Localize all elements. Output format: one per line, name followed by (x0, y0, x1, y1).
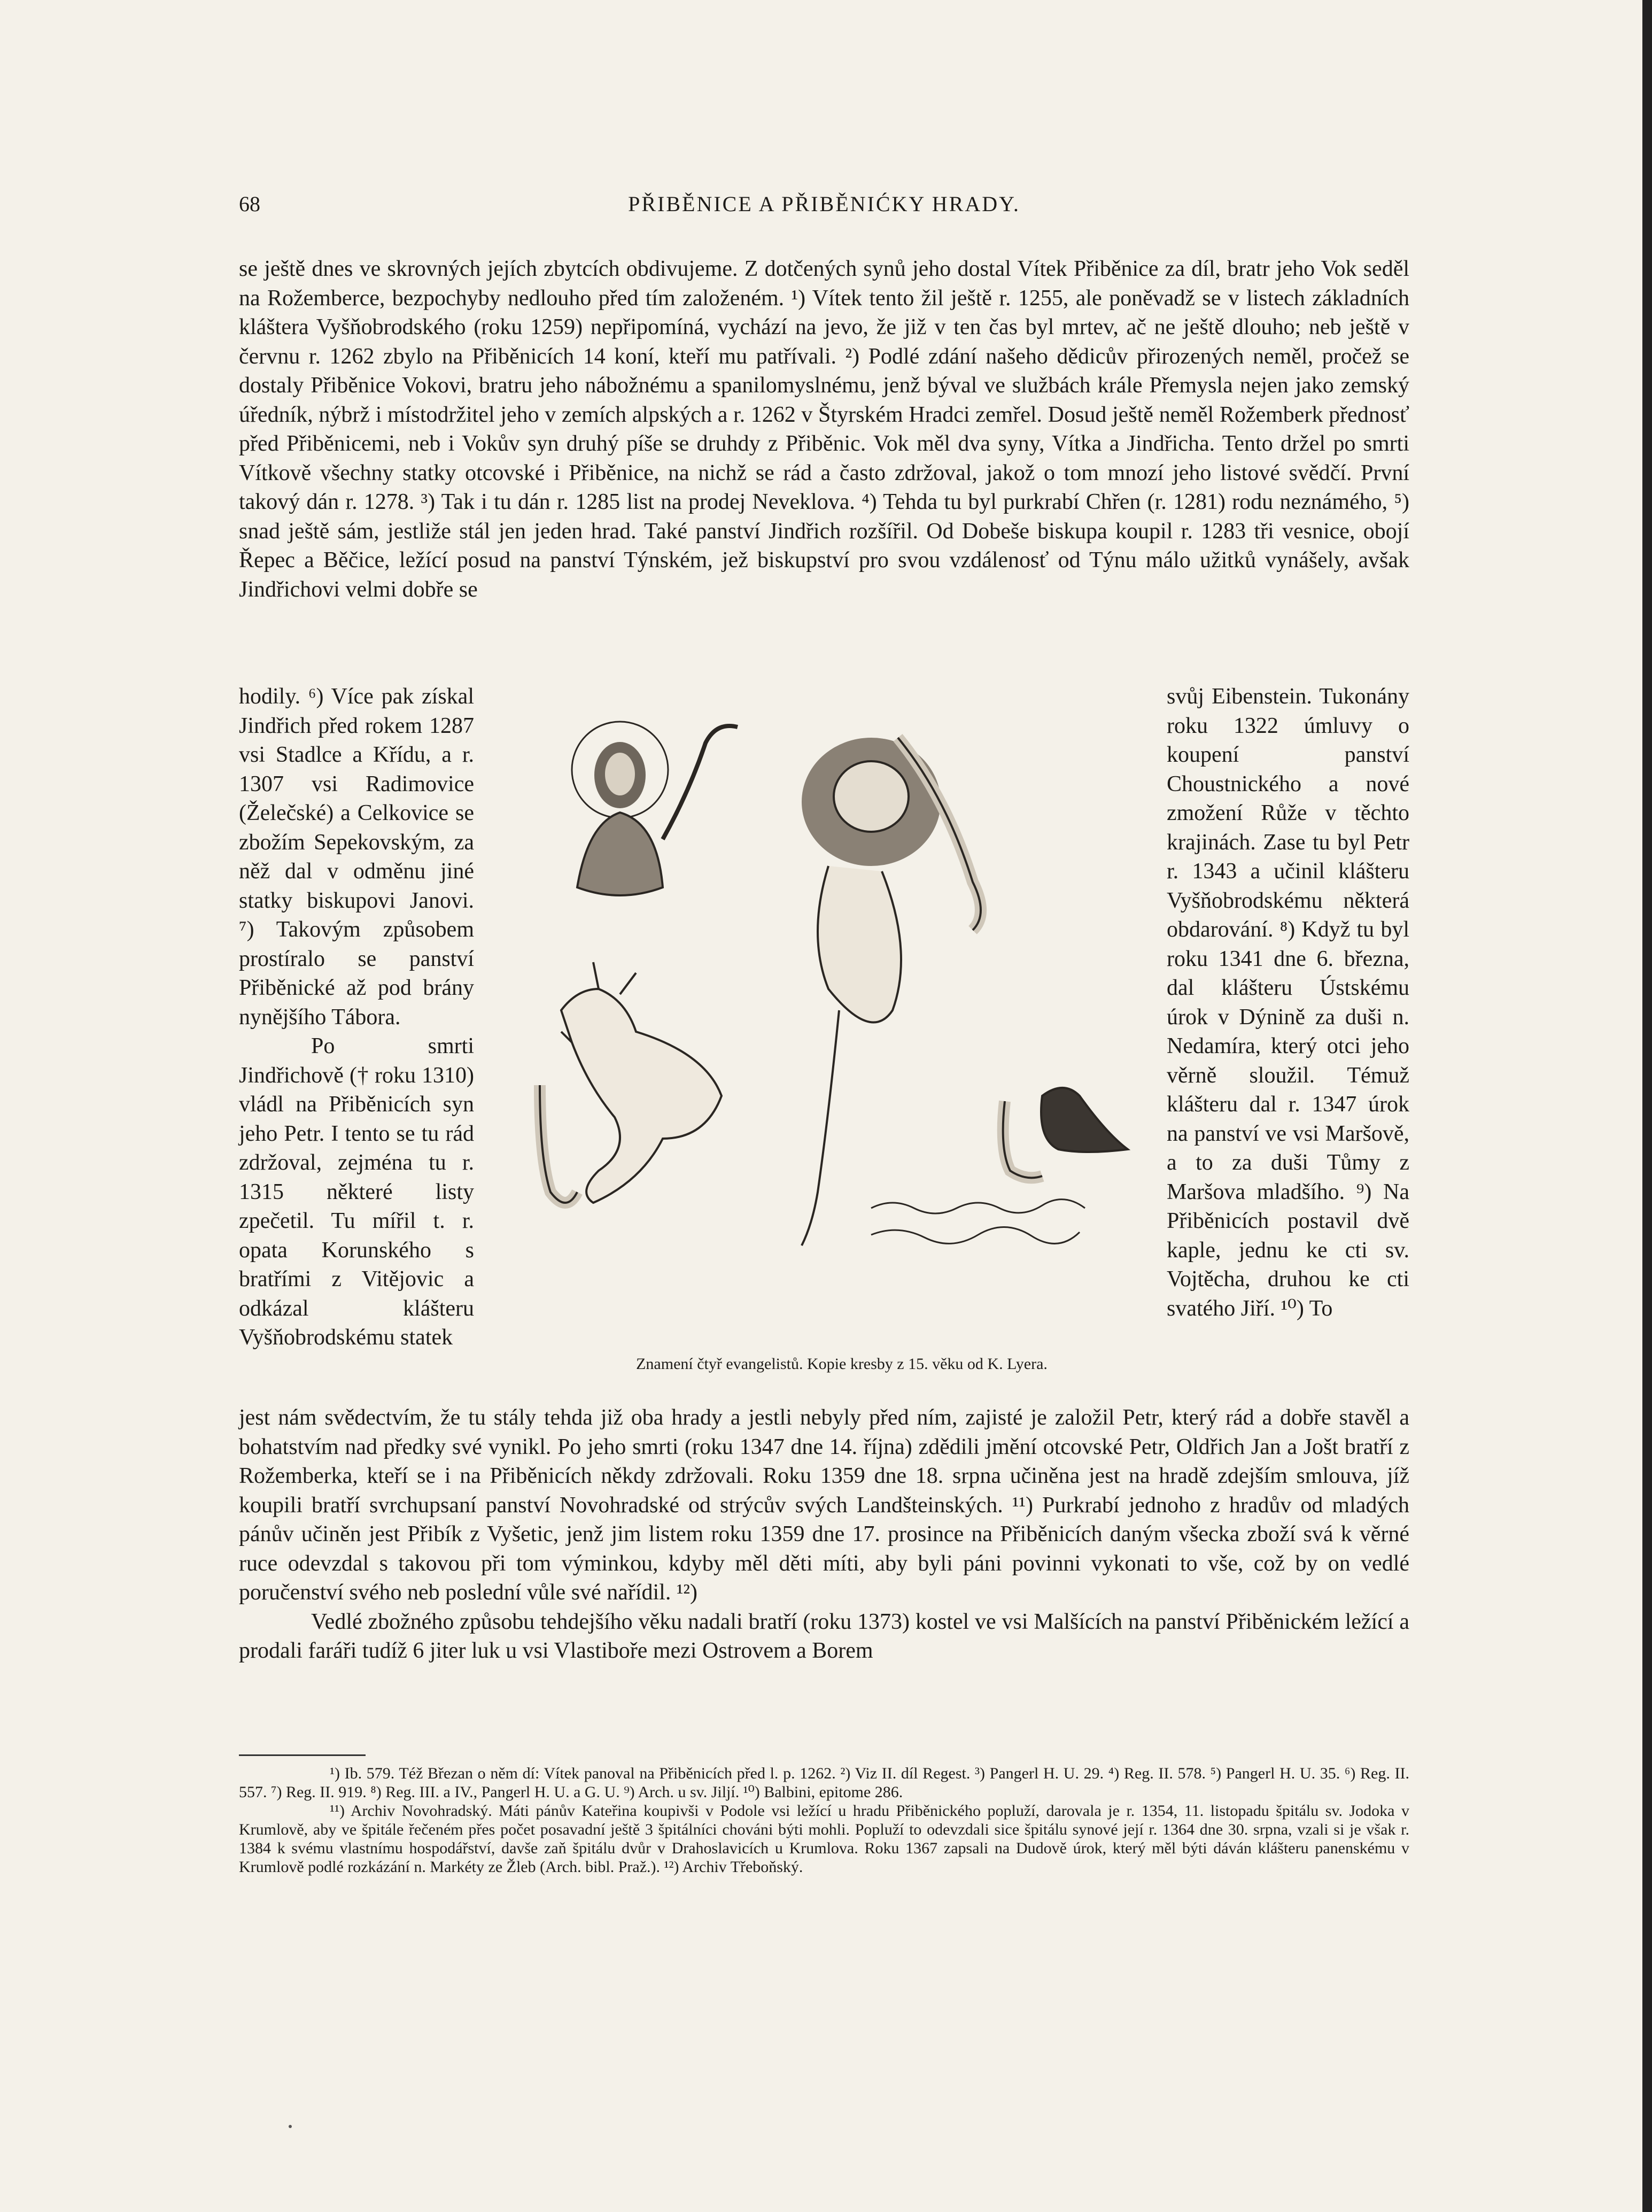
page-edge (1642, 0, 1652, 2212)
footnotes (239, 1764, 1409, 1876)
top-paragraph-block (239, 254, 1409, 604)
ox-figure (540, 962, 722, 1203)
right-column (1167, 682, 1409, 1323)
top-paragraph: se ještě dnes ve skrovných jejích zbytcích obdivujeme. Z dotčených synů jeho dostal Vítek Přiběnice za díl, bratr jeho Vok seděl na Rožemberce, bezpochyby nedlouho před tím založeném. ¹) Vítek tento žil ještě r. 1255, ale poněvadž se v listech základních kláštera Vyšňobrodského (roku 1259) nepřipomíná, vychází na jevo, že již v ten čas byl mrtev, ač ne ještě dlouho; neb ještě v červnu r. 1262 zbylo na Přiběnicích 14 koní, kteří mu patřívali. ²) Podlé zdání našeho dědicův přirozených neměl, pročež se dostaly Přiběnice Vokovi, bratru jeho nábožnému a spanilomyslnému, jenž býval ve službách krále Přemysla nejen jako zemský úředník, nýbrž i místodržitel jeho v zemích alpských a r. 1262 v Štyrském Hradci zemřel. Dosud ještě neměl Rožemberk přednosť před Přiběnicemi, neb i Vokův syn druhý píše se druhdy z Přiběnic. Vok měl dva syny, Vítka a Jindřicha. Tento držel po smrti Vítkově všechny statky otcovské i Přiběnice, na nichž se rád a často zdržoval, jakož o tom mnozí jeho listové svědčí. První takový dán r. 1278. ³) Tak i tu dán r. 1285 list na prodej Neveklova. ⁴) Tehda tu byl purkrabí Chřen (r. 1281) rodu neznámého, ⁵) snad ještě sám, jestliže stál jen jeden hrad. Také panství Jindřich rozšířil. Od Dobeše biskupa koupil r. 1283 tři vesnice, obojí Řepec a Běčice, ležící posud na panství Týnském, jež biskupství pro svou vzdálenosť od Týnu málo užitků vynášely, avšak Jindřichovi velmi dobře se (239, 257, 1409, 602)
page-speck (289, 2125, 292, 2128)
footnote-line-2: ¹¹) Archiv Novohradský. Máti pánův Kateřina koupivši v Podole vsi ležící u hradu Přiběnického popluží, darovala je r. 1354, 11. listopadu špitálu sv. Jodoka v Krumlově, aby ve špitále řečeném přes počet posavadní ještě 3 špitálníci chováni býti mohli. Popluží to odevzdali sice špitálu synové její r. 1364 dne 30. srpna, vzali si je však r. 1384 k svému vlastnímu hospodářství, davše zaň špitálu dvůr v Drahoslavicích u Krumlova. Roku 1367 zapsali na Dudově úrok, který měl býti dáván klášteru panenskému v Krumlově podlé rozkázání n. Markéty ze Žleb (Arch. bibl. Praž.). ¹²) Archiv Třeboňský. (239, 1802, 1409, 1876)
figure-caption: Znamení čtyř evangelistů. Kopie kresby z 15. věku od K. Lyera. (636, 1355, 1048, 1373)
right-column-paragraph: svůj Eibenstein. Tukonány roku 1322 úmluvy o koupení panství Choustnického a nové zmožení Růže v těchto krajinách. Zase tu byl Petr r. 1343 a učinil klášteru Vyšňobrodskému některá obdarování. ⁸) Když tu byl roku 1341 dne 6. března, dal klášteru Ústskému úrok v Dýnině za duši n. Nedamíra, který otci jeho věrně sloužil. Témuž klášteru dal r. 1347 úrok na panství ve vsi Maršově, a to za duši Tůmy z Maršova mladšího. ⁹) Na Přiběnicích postavil dvě kaple, jednu ke cti sv. Vojtěcha, druhou ke cti svatého Jiří. ¹⁰) To (1167, 684, 1409, 1321)
evangelists-illustration (529, 711, 1154, 1395)
evangelists-drawing (529, 711, 1154, 1352)
footnote-rule (239, 1754, 366, 1756)
angel-figure (572, 722, 738, 895)
eagle-figure (1003, 1088, 1128, 1178)
bottom-paragraph-1: jest nám svědectvím, že tu stály tehda již oba hrady a jestli nebyly před ním, zajisté je založil Petr, který rád a dobře stavěl a bohatstvím nad předky své vynikl. Po jeho smrti (roku 1347 dne 14. října) zdědili jmění otcovské Petr, Oldřich Jan a Jošt bratří z Rožemberka, kteří se i na Přiběnicích někdy zdržovali. Roku 1359 dne 18. srpna učiněna jest na hradě zdejším smlouva, jíž koupili bratří svrchupsaní panství Novohradské od strýcův svých Landšteinských. ¹¹) Purkrabí jednoho z hradův od mladých pánův učiněn jest Přibík z Vyšetic, jenž jim listem roku 1359 dne 17. prosince na Přiběnicích daným všecka zboží svá k věrné ruce odevzdal s takovou při tom výminkou, kdyby měl děti míti, aby byli páni povinni vykonati to vše, což by on vedlé poručenství svého neb poslední vůle své nařídil. ¹²) (239, 1405, 1409, 1605)
running-title: PŘIBĚNICE A PŘIBĚNIĆKY HRADY. (628, 192, 1020, 216)
bottom-text-block (239, 1403, 1409, 1666)
page-header (239, 191, 1409, 223)
script-inscription (871, 1200, 1085, 1244)
page-number: 68 (239, 192, 260, 216)
left-column-paragraph-2: Po smrti Jindřichově († roku 1310) vládl na Přiběnicích syn jeho Petr. I tento se tu rád zdržoval, zejména tu r. 1315 některé listy zpečetil. Tu mířil t. r. opata Korunského s bratřími z Vitějovic a odkázal klášteru Vyšňobrodskému statek (239, 1034, 474, 1350)
lion-figure (802, 738, 981, 1246)
left-column (239, 682, 474, 1352)
footnote-line-1: ¹) Ib. 579. Též Březan o něm dí: Vítek panoval na Přiběnicích před l. p. 1262. ²) Viz II. díl Regest. ³) Pangerl H. U. 29. ⁴) Reg. II. 578. ⁵) Pangerl H. U. 35. ⁶) Reg. II. 557. ⁷) Reg. II. 919. ⁸) Reg. III. a IV., Pangerl H. U. a G. U. ⁹) Arch. u sv. Jiljí. ¹⁰) Balbini, epitome 286. (239, 1765, 1409, 1801)
bottom-paragraph-2: Vedlé zbožného způsobu tehdejšího věku nadali bratří (roku 1373) kostel ve vsi Malšících na panství Přiběnickém ležící a prodali faráři tudíž 6 jiter luk u vsi Vlastiboře mezi Ostrovem a Borem (239, 1609, 1409, 1663)
left-column-paragraph-1: hodily. ⁶) Více pak získal Jindřich před rokem 1287 vsi Stadlce a Křídu, a r. 1307 vsi Radimovice (Želečské) a Celkovice se zbožím Sepekovským, za něž dal v odměnu jiné statky biskupovi Janovi. ⁷) Takovým způsobem prostíralo se panství Přiběnické až pod brány nynějšího Tábora. (239, 684, 474, 1030)
